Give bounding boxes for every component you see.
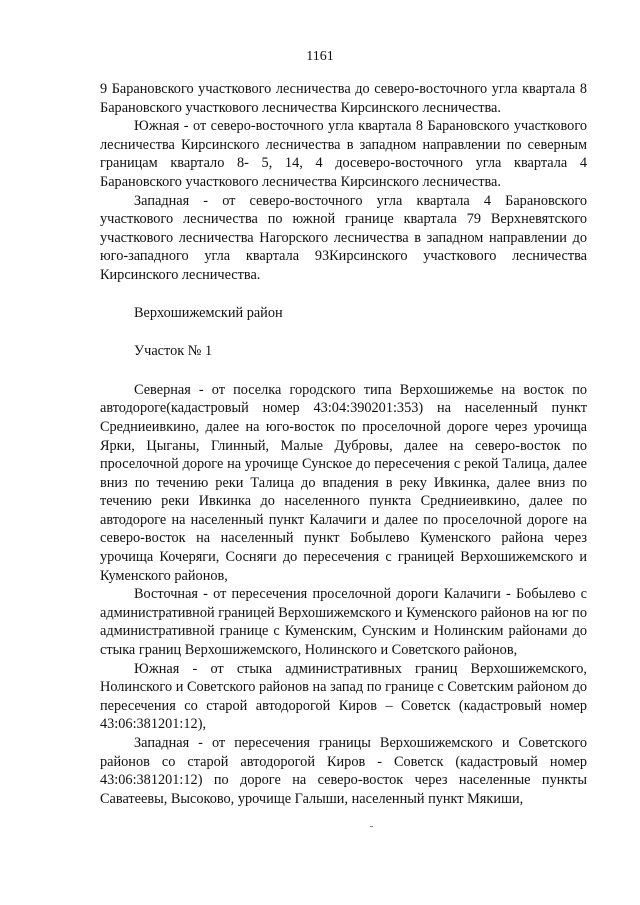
- paragraph-west-boundary-2: Западная - от пересечения границы Верхошижемского и Советского районов со старой автодорогой Киров - Советск (кадастровый номер 43:06:381201:12) по дороге на северо-восток через населенные пункты Саватеевы, Высоково, урочище Галыши, населенный пункт Мякиши,: [100, 735, 587, 807]
- section-heading: Участок № 1: [134, 343, 213, 360]
- paragraph-east-boundary: Восточная - от пересечения проселочной дороги Калачиги - Бобылево с административной границей Верхошижемского и Куменского районов на юг по административной границе с Куменским, Сунским и Нолинским районами до стыка границ Верхошижемского, Нолинского и Советского районов,: [100, 586, 587, 659]
- district-heading: Верхошижемский район: [134, 304, 283, 321]
- spacer: [100, 361, 587, 381]
- paragraph-south-boundary-2: Южная - от стыка административных границ Верхошижемского, Нолинского и Советского районов на запад по границе с Советским районом до пересечения со старой автодорогой Киров – Советск (кадастровый номер 43:06:381201:12),: [100, 660, 587, 733]
- spacer: [100, 285, 587, 304]
- paragraph-south-boundary: Южная - от северо-восточного угла квартала 8 Барановского участкового лесничества Кирсинского лесничества в западном направлении по северным границам квартало 8- 5, 14, 4 досеверо-восточного угла квартала 4 Барановского участкового лесничества Кирсинского лесничества.: [100, 118, 587, 190]
- page-number: 1161: [306, 49, 334, 64]
- spacer: [100, 322, 587, 342]
- document-body: [100, 80, 587, 808]
- paragraph-west-boundary: Западная - от северо-восточного угла квартала 4 Барановского участкового лесничества по южной границе квартала 79 Верхневятского участкового лесничества Нагорского лесничества в западном направлении до юго-западного угла квартала 93Кирсинского участкового лесничества Кирсинского лесничества.: [100, 192, 587, 283]
- paragraph-boundary-continuation: 9 Барановского участкового лесничества до северо-восточного угла квартала 8 Барановского участкового лесничества Кирсинского лесничества.: [100, 81, 587, 116]
- paragraph-north-boundary: Северная - от поселка городского типа Верхошижемье на восток по автодороге(кадастровый номер 43:04:390201:353) на населенный пункт Средниеивкино, далее на юго-восток по проселочной дороге через урочища Ярки, Цыганы, Глинный, Малые Дубровы, далее на северо-восток по проселочной дороге на урочище Сунское до пересечения с рекой Талица, далее вниз по течению реки Талица до впадения в реку Ивкинка, далее вниз по течению реки Ивкинка до населенного пункта Средниеивкино, далее по автодороге на населенный пункт Калачиги и далее по проселочной дороге на северо-восток на населенный пункт Бобылево Куменского района через урочища Кочеряги, Сосняги до пересечения с границей Верхошижемского и Куменского районов,: [100, 381, 587, 584]
- scan-speck: [370, 826, 373, 827]
